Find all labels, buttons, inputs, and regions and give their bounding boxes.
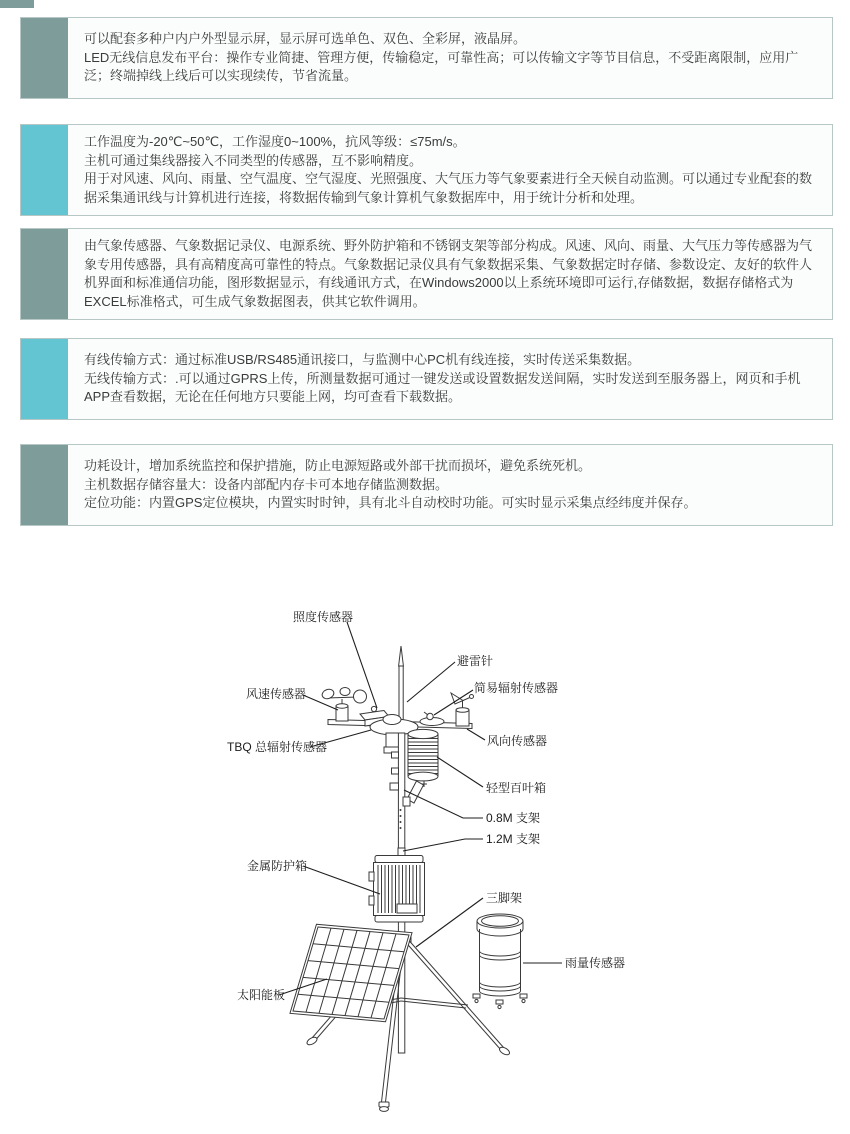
louver-box-drawing bbox=[403, 729, 438, 806]
simple-radiation-sensor-drawing bbox=[420, 712, 444, 726]
diagram-label-solar-panel: 太阳能板 bbox=[237, 988, 286, 1002]
wind-speed-sensor-drawing bbox=[321, 688, 367, 722]
info-paragraph: 主机可通过集线器接入不同类型的传感器，互不影响精度。 bbox=[84, 152, 423, 168]
metal-box-drawing bbox=[369, 848, 425, 922]
solar-panel-drawing bbox=[290, 924, 412, 1021]
diagram-label-wind-speed-sensor: 风速传感器 bbox=[246, 687, 307, 701]
info-paragraph: 无线传输方式：.可以通过GPRS上传，所测量数据可通过一键发送或设置数据发送间隔，实时发送到至服务器上，网页和手机APP查看数据，无论在任何地方只要能上网，均可查看下载数据。 bbox=[84, 370, 801, 405]
diagram-label-tripod: 三脚架 bbox=[486, 891, 523, 905]
info-paragraph: 有线传输方式：通过标准USB/RS485通讯接口，与监测中心PC机有线连接，实时传送采集数据。 bbox=[84, 352, 641, 368]
diagram-label-simple-radiation-sensor: 简易辐射传感器 bbox=[474, 681, 559, 695]
wind-direction-sensor-drawing bbox=[451, 693, 474, 726]
diagram-label-bracket-1-2m: 1.2M 支架 bbox=[486, 832, 541, 846]
info-paragraph: 主机数据存储容量大：设备内部配内存卡可本地存储监测数据。 bbox=[84, 476, 449, 492]
info-paragraph: 工作温度为-20℃~50℃，工作湿度0~100%，抗风等级：≤75m/s。 bbox=[84, 134, 466, 149]
diagram-label-bracket-0-8m: 0.8M 支架 bbox=[486, 811, 541, 825]
diagram-label-light-louver-box: 轻型百叶箱 bbox=[486, 781, 547, 795]
info-paragraph: LED无线信息发布平台：操作专业简捷、管理方便，传输稳定，可靠性高；可以传输文字等节目信息，不受距离限制，应用广泛；终端掉线上线后可以实现续传，节省流量。 bbox=[84, 49, 799, 84]
lightning-rod-drawing bbox=[399, 646, 404, 722]
diagram-label-wind-direction-sensor: 风向传感器 bbox=[487, 734, 548, 748]
diagram-label-lightning-rod: 避雷针 bbox=[457, 654, 494, 668]
rain-gauge-drawing bbox=[473, 914, 527, 1009]
diagram-label-illuminance-sensor: 照度传感器 bbox=[293, 610, 354, 624]
info-paragraph: 可以配套多种户内户外型显示屏，显示屏可选单色、双色、全彩屏，液晶屏。 bbox=[84, 31, 527, 47]
info-paragraph: 由气象传感器、气象数据记录仪、电源系统、野外防护箱和不锈钢支架等部分构成。风速、风向、雨量、大气压力等传感器为气象专用传感器，具有高精度高可靠性的特点。气象数据记录仪具有气象数据采集、气象数据定时存储、参数设定、友好的软件人机界面和标准通信功能，图形数据显示，有线通讯方式，在Windows2000以上系统环境即可运行,存储数据，数据存储格式为EXCEL标准格式，可生成气象数据图表，供其它软件调用。 bbox=[84, 238, 813, 309]
info-paragraph: 定位功能：内置GPS定位模块，内置实时时钟，具有北斗自动校时功能。可实时显示采集点经纬度并保存。 bbox=[84, 495, 697, 511]
info-paragraph: 用于对风速、风向、雨量、空气温度、空气湿度、光照强度、大气压力等气象要素进行全天候自动监测。可以通过专业配套的数据采集通讯线与计算机进行连接，将数据传输到气象计算机气象数据库中，用于统计分析和处理。 bbox=[84, 171, 813, 205]
diagram-label-tbq-total-radiation-sensor: TBQ 总辐射传感器 bbox=[227, 740, 328, 754]
info-paragraph: 功耗设计，增加系统监控和保护措施，防止电源短路或外部干扰而损坏，避免系统死机。 bbox=[84, 458, 592, 474]
diagram-label-metal-protection-box: 金属防护箱 bbox=[247, 859, 308, 873]
diagram-label-rain-sensor: 雨量传感器 bbox=[565, 956, 626, 970]
